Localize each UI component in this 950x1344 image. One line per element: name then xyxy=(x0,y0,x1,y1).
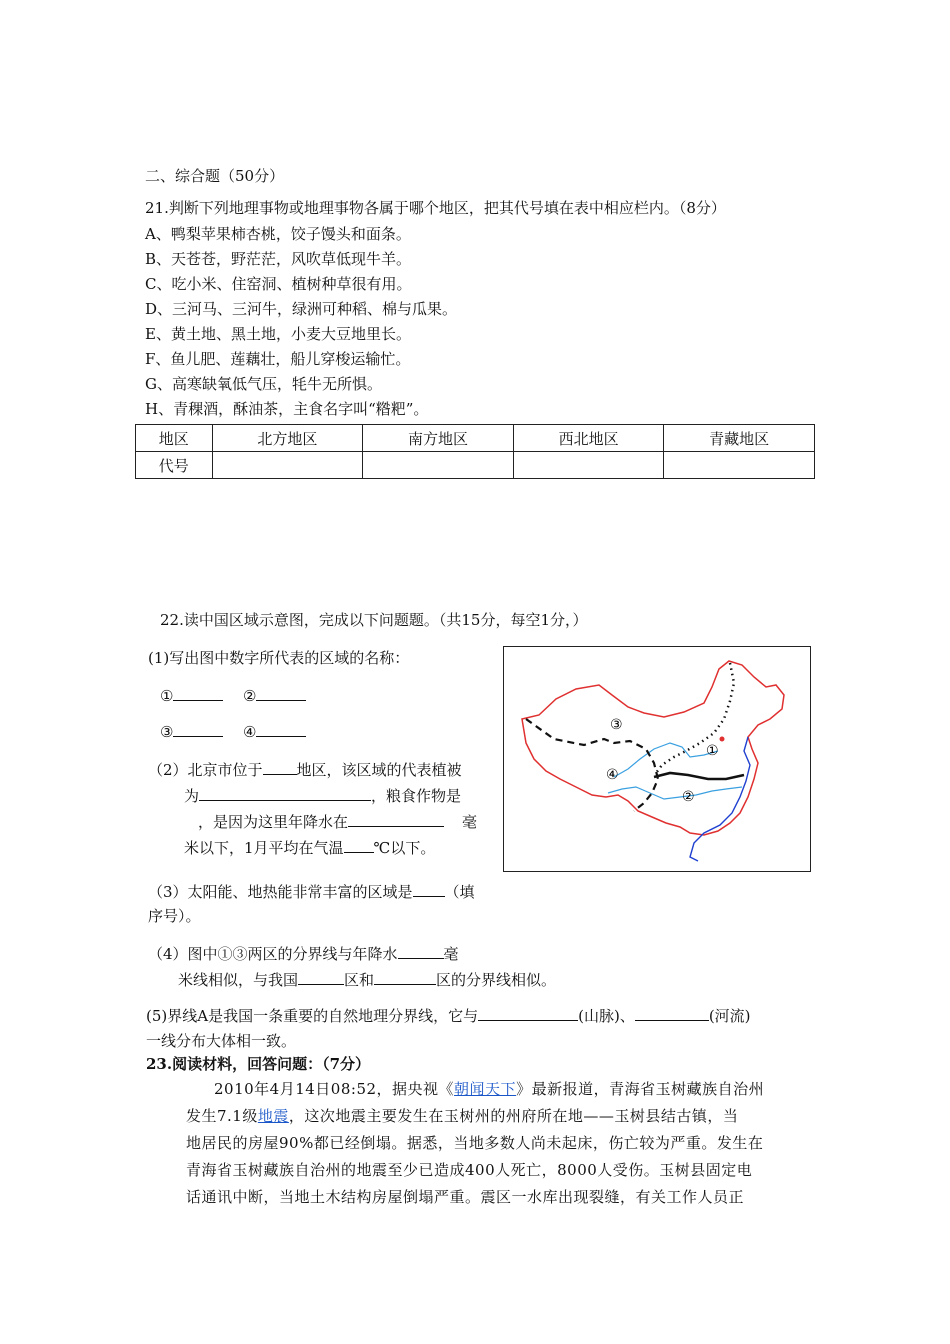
q21-option-c: C、吃小米、住窑洞、植树种草很有用。 xyxy=(145,275,412,293)
table-header-cell: 南方地区 xyxy=(363,425,514,452)
q22-p2b: 地区，该区域的代表植被 xyxy=(296,761,462,779)
q22-p2d: ，粮食作物是 xyxy=(371,787,462,805)
answer-cell-qingzang[interactable] xyxy=(664,452,815,479)
blank-solar-region[interactable] xyxy=(413,882,445,897)
q22-part1: (1)写出图中数字所代表的区域的名称： xyxy=(148,649,410,667)
blank-zone-a[interactable] xyxy=(298,970,344,985)
q22-p4d: 区和 xyxy=(344,971,375,989)
beijing-marker xyxy=(720,737,725,742)
q22-part3-line1 xyxy=(148,882,475,902)
q22-p3b: （填 xyxy=(444,883,475,901)
map-label-1: ① xyxy=(706,743,719,759)
blank-vegetation[interactable] xyxy=(199,786,371,801)
q21-option-e: E、黄土地、黑土地，小麦大豆地里长。 xyxy=(145,325,411,343)
q22-part3-line2: 序号）。 xyxy=(148,907,201,925)
q21-option-f: F、鱼儿肥、莲藕壮，船儿穿梭运输忙。 xyxy=(145,350,411,368)
blank-river[interactable] xyxy=(635,1006,709,1021)
label-4: ④ xyxy=(243,723,257,741)
q23-passage-line1 xyxy=(214,1076,764,1102)
q22-p3a: （3）太阳能、地热能非常丰富的区域是 xyxy=(148,883,413,901)
map-label-3: ③ xyxy=(610,717,623,733)
q22-blanks-row2 xyxy=(160,722,306,742)
blank-temperature[interactable] xyxy=(344,838,374,853)
q21-option-d: D、三河马、三河牛，绿洲可种稻、棉与瓜果。 xyxy=(145,300,458,318)
q22-stem: 22.读中国区域示意图，完成以下问题题。（共15分，每空1分，） xyxy=(160,611,588,629)
q22-part2-line1 xyxy=(148,760,462,780)
q22-blanks-row1 xyxy=(160,686,306,706)
q22-p2c: 为 xyxy=(184,787,200,805)
blank-region-1[interactable] xyxy=(173,686,223,701)
q22-p4a: （4）图中①③两区的分界线与年降水 xyxy=(148,945,398,963)
q22-p5c: (河流) xyxy=(708,1007,751,1025)
map-label-4: ④ xyxy=(606,767,619,783)
q21-answer-table xyxy=(135,424,815,479)
table-row xyxy=(136,452,815,479)
map-boundary-solid xyxy=(654,773,744,779)
q22-p5b: (山脉)、 xyxy=(578,1007,635,1025)
map-river-yellow xyxy=(614,743,718,777)
q21-option-a: A、鸭梨苹果柿杏桃，饺子馒头和面条。 xyxy=(145,225,411,243)
q22-part2-line4 xyxy=(184,838,435,858)
q22-part4-line2 xyxy=(178,970,556,990)
blank-region-2[interactable] xyxy=(256,686,306,701)
table-header-cell: 青藏地区 xyxy=(664,425,815,452)
table-header-cell: 北方地区 xyxy=(212,425,363,452)
q22-p2g: 米以下，1月平均在气温 xyxy=(184,839,344,857)
blank-beijing-region[interactable] xyxy=(263,760,297,775)
q21-option-b: B、天苍苍，野茫茫，风吹草低现牛羊。 xyxy=(145,250,412,268)
q21-option-g: G、高寒缺氧低气压，牦牛无所惧。 xyxy=(145,375,382,393)
label-2: ② xyxy=(243,687,257,705)
map-label-2: ② xyxy=(682,789,695,805)
q22-part2-line3 xyxy=(184,812,477,832)
q22-p4b: 毫 xyxy=(443,945,459,963)
link-zhaowen-tianxia[interactable]: 朝闻天下 xyxy=(454,1080,517,1098)
china-region-map xyxy=(503,646,811,872)
blank-region-4[interactable] xyxy=(256,722,306,737)
q22-p4c: 米线相似，与我国 xyxy=(178,971,299,989)
q22-part5-line1 xyxy=(146,1006,751,1026)
answer-cell-south[interactable] xyxy=(363,452,514,479)
q23-l1a: 2010年4月14日08:52，据央视《 xyxy=(214,1080,455,1098)
q22-p2h: ℃以下。 xyxy=(373,839,436,857)
blank-crop[interactable] xyxy=(184,813,198,827)
q22-part2-line2 xyxy=(184,786,461,806)
table-header-cell: 西北地区 xyxy=(513,425,664,452)
blank-region-3[interactable] xyxy=(173,722,223,737)
q23-l2a: 发生7.1级 xyxy=(186,1107,258,1125)
blank-precipitation[interactable] xyxy=(348,812,444,827)
answer-cell-north[interactable] xyxy=(212,452,363,479)
label-3: ③ xyxy=(160,723,174,741)
label-1: ① xyxy=(160,687,174,705)
q23-passage-line4: 青海省玉树藏族自治州的地震至少已造成400人死亡，8000人受伤。玉树县固定电 xyxy=(186,1161,753,1179)
q22-part5-line2: 一线分布大体相一致。 xyxy=(146,1032,297,1050)
q23-l1b: 》最新报道，青海省玉树藏族自治州 xyxy=(516,1080,765,1098)
q23-passage-line3: 地居民的房屋90%都已经倒塌。据悉，当地多数人尚未起床，伤亡较为严重。发生在 xyxy=(186,1134,764,1152)
map-river-yangtze xyxy=(608,787,742,799)
table-header-cell: 地区 xyxy=(136,425,213,452)
q22-p2e: ，是因为这里年降水在 xyxy=(198,813,349,831)
answer-cell-northwest[interactable] xyxy=(513,452,664,479)
q22-p2f: 毫 xyxy=(462,813,478,831)
map-boundary-dashed xyxy=(526,719,658,811)
china-region-map-svg xyxy=(504,647,810,871)
q23-l2b: ，这次地震主要发生在玉树州的州府所在地——玉树县结古镇，当 xyxy=(288,1107,739,1125)
table-row-label: 代号 xyxy=(136,452,213,479)
q21-option-h: H、青稞酒，酥油茶，主食名字叫“糌粑”。 xyxy=(145,400,429,418)
q21-stem: 21.判断下列地理事物或地理事物各属于哪个地区，把其代号填在表中相应栏内。（8分） xyxy=(145,199,726,217)
link-earthquake[interactable]: 地震 xyxy=(257,1107,289,1125)
q23-stem: 23.阅读材料，回答问题：（7分） xyxy=(146,1055,371,1073)
table-header-row xyxy=(136,425,815,452)
q23-passage-line5: 话通讯中断，当地土木结构房屋倒塌严重。震区一水库出现裂缝，有关工作人员正 xyxy=(186,1188,745,1206)
q22-p5a: (5)界线A是我国一条重要的自然地理分界线，它与 xyxy=(146,1007,479,1025)
blank-isohyet[interactable] xyxy=(398,944,444,959)
q22-p2a: （2）北京市位于 xyxy=(148,761,263,779)
q22-p4e: 区的分界线相似。 xyxy=(436,971,557,989)
blank-zone-b[interactable] xyxy=(374,970,436,985)
q23-passage-line2 xyxy=(186,1103,738,1129)
blank-mountain[interactable] xyxy=(478,1006,578,1021)
section-title: 二、综合题（50分） xyxy=(145,167,285,185)
q22-part4-line1 xyxy=(148,944,459,964)
